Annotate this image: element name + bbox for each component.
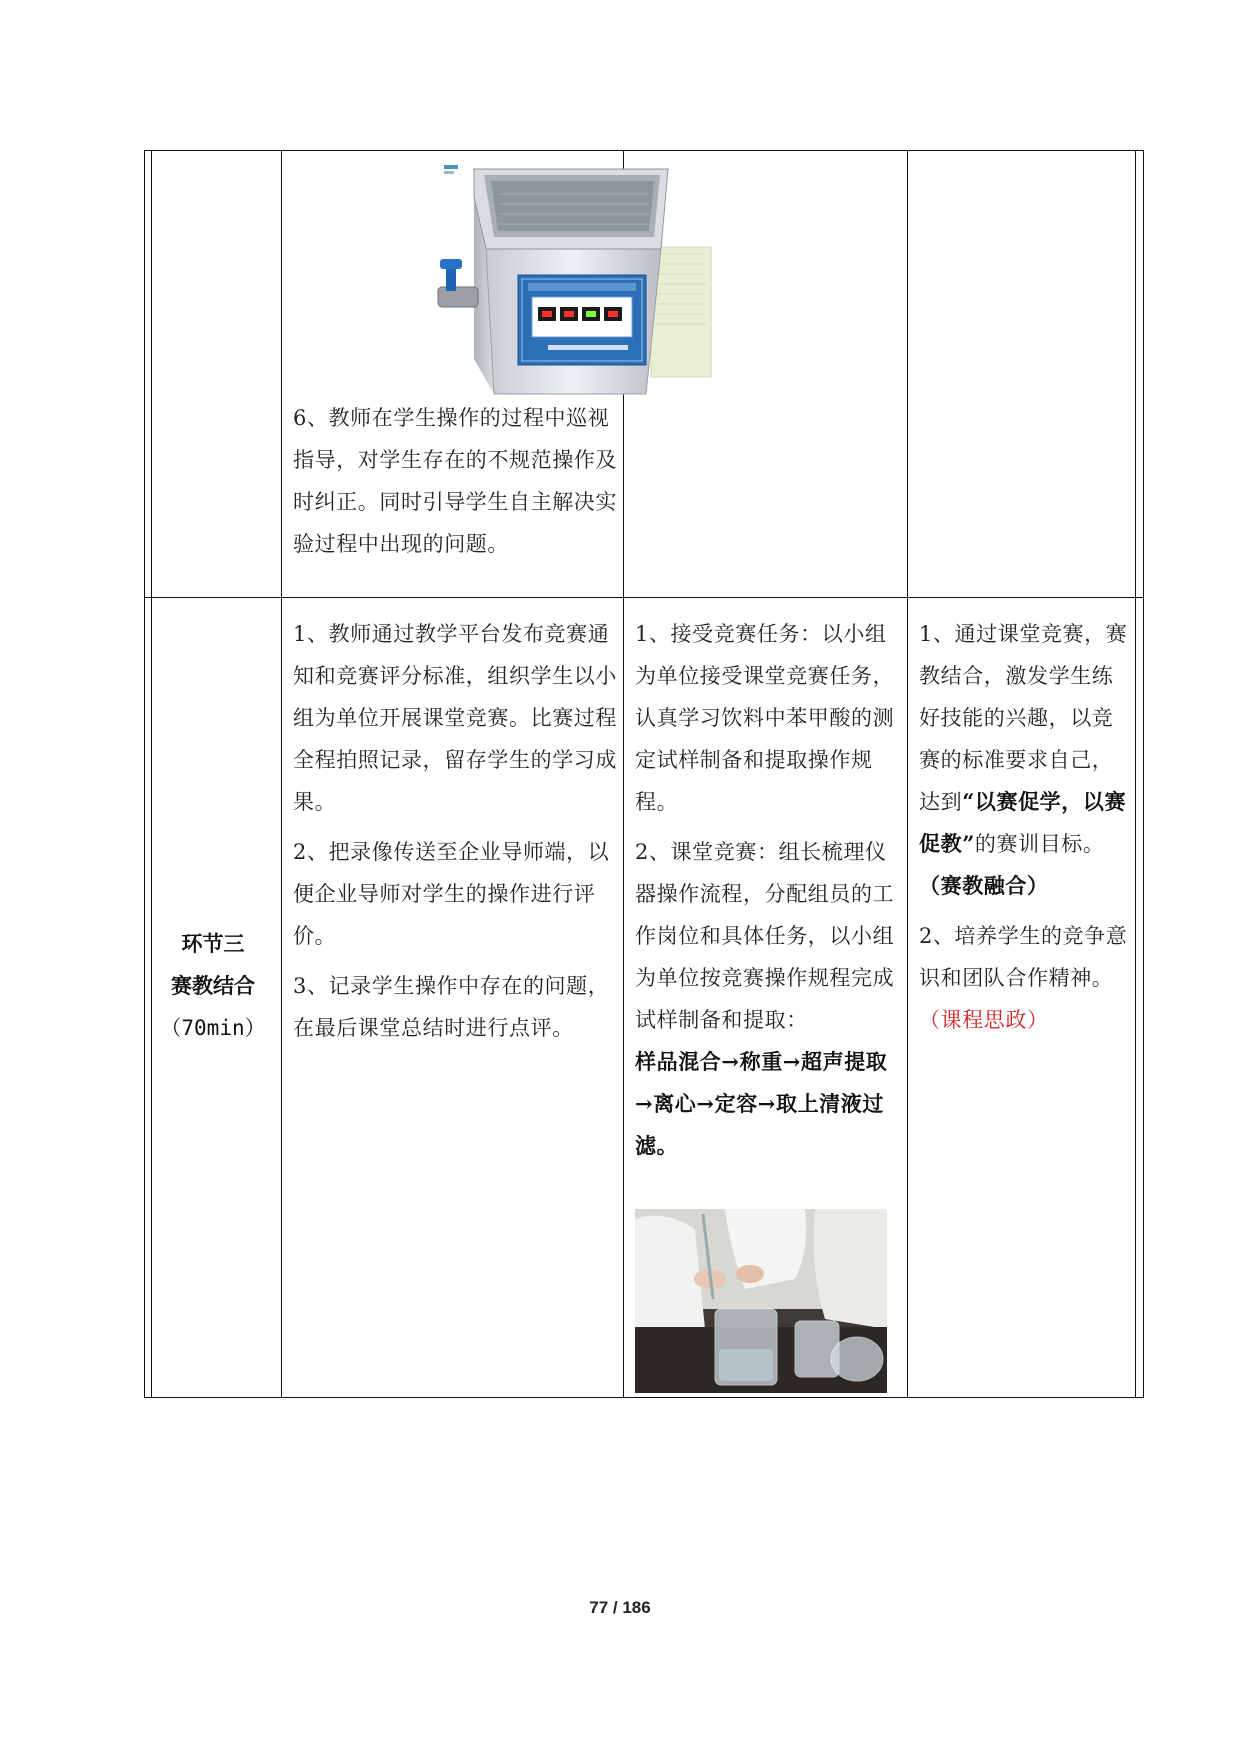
stage-title: 环节三 bbox=[181, 932, 245, 956]
table-row-divider bbox=[145, 597, 1143, 598]
intent-1-tag: （赛教融合） bbox=[919, 873, 1049, 898]
students-experiment-photo bbox=[635, 1209, 887, 1393]
table-double-border-right bbox=[1135, 151, 1136, 1397]
intent-1-text: 1、通过课堂竞赛，赛教结合，激发学生练好技能的兴趣，以竞赛的标准要求自己，达到 bbox=[919, 622, 1128, 814]
teacher-activity-3: 3、记录学生操作中存在的问题，在最后课堂总结时进行点评。 bbox=[293, 974, 610, 1040]
teacher-activity-2: 2、把录像传送至企业导师端，以便企业导师对学生的操作进行评价。 bbox=[293, 840, 610, 948]
student-activity-2: 2、课堂竞赛：组长梳理仪器操作流程，分配组员的工作岗位和具体任务，以小组为单位按竞赛操作规程完成试样制备和提取： bbox=[635, 840, 895, 1032]
row2-teacher-cell bbox=[293, 613, 617, 1057]
student-activity-1: 1、接受竞赛任务：以小组为单位接受课堂竞赛任务，认真学习饮料中苯甲酸的测定试样制备和提取操作规程。 bbox=[635, 622, 895, 814]
intent-2-tag: （课程思政） bbox=[919, 1008, 1049, 1032]
procedure-steps: 样品混合→称重→超声提取→离心→定容→取上清液过滤。 bbox=[635, 1049, 888, 1158]
lesson-plan-table bbox=[144, 150, 1144, 1398]
table-double-border-left bbox=[151, 151, 152, 1397]
intent-2: 2、培养学生的竞争意识和团队合作精神。 bbox=[919, 924, 1128, 990]
stage-name: 赛教结合 bbox=[171, 974, 255, 998]
page-number: 77 / 186 bbox=[589, 1598, 651, 1617]
row1-student-cell bbox=[624, 151, 907, 597]
intent-1-slogan: “以赛促学，以赛促教” bbox=[919, 789, 1127, 856]
row2-intent-cell bbox=[919, 613, 1131, 1049]
intent-1 bbox=[919, 613, 1131, 865]
teacher-activity-1: 1、教师通过教学平台发布竞赛通知和竞赛评分标准，组织学生以小组为单位开展课堂竞赛。比赛过程全程拍照记录，留存学生的学习成果。 bbox=[293, 622, 617, 814]
row2-student-cell bbox=[635, 613, 901, 1393]
row1-teacher-cell bbox=[282, 151, 623, 597]
stage-duration: （70min） bbox=[160, 1016, 266, 1040]
row1-intent-cell bbox=[908, 151, 1135, 597]
step6-text: 6、教师在学生操作的过程中巡视指导，对学生存在的不规范操作及时纠正。同时引导学生自主解决实验过程中出现的问题。 bbox=[293, 406, 617, 556]
intent-1-goal: 的赛训目标。 bbox=[974, 832, 1105, 856]
